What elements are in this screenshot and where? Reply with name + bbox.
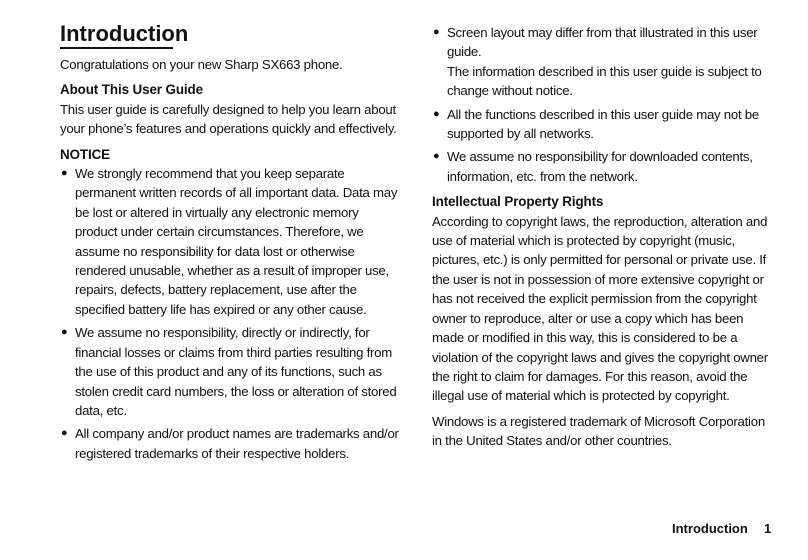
- ip-rights-text: According to copyright laws, the reproduction, alteration and use of material which is protected by copyright (music, pictures, etc.) is only permitted for personal or private use. If the user is not in possession of more extensive copyright or has not received the explicit permission from the copyright owner to reproduce, alter or use a copy which has been made or modified in this way, this is considered to be a violation of the copyright laws and gives the copyright owner the right to claim for damages. For this reason, avoid the illegal use of material which is protected by copyright.: [432, 213, 768, 404]
- notice-item-text: All company and/or product names are trademarks and/or registered trademarks of their respective holders.: [75, 426, 399, 461]
- notice-heading: NOTICE: [60, 146, 110, 162]
- list-item: [60, 164, 400, 319]
- notice-item-text: All the functions described in this user guide may not be supported by all networks.: [447, 106, 759, 142]
- notice-list: [60, 164, 400, 463]
- notice-item-extra-text: The information described in this user guide is subject to change without notice.: [447, 63, 762, 99]
- bullet-icon: ●: [61, 326, 68, 339]
- list-item: [432, 23, 772, 101]
- bullet-icon: ●: [61, 427, 68, 440]
- page-number: 1: [764, 521, 772, 536]
- list-item: [432, 105, 772, 144]
- about-guide-heading: About This User Guide: [60, 82, 203, 98]
- list-item: [432, 147, 772, 186]
- page-title: Introduction: [60, 21, 189, 46]
- notice-item-text: We assume no responsibility for downloaded contents, information, etc. from the network.: [447, 149, 753, 184]
- list-item: [60, 424, 400, 463]
- about-guide-text: This user guide is carefully designed to help you learn about your phone’s features and operations quickly and effectively.: [60, 101, 397, 137]
- bullet-icon: ●: [433, 107, 440, 120]
- notice-item-text: We strongly recommend that you keep separate permanent written records of all important data. Data may be lost or altered in virtually any electronic memory product under certain circumstances. Therefore, we assume no responsibility for data lost or otherwise rendered unusable, whether as a result of improper use, repairs, defects, battery replacement, use after the specified battery life has expired or any other cause.: [75, 166, 398, 317]
- footer-section-label: Introduction: [672, 521, 748, 536]
- title-underline: [60, 47, 173, 49]
- notice-item-text: Screen layout may differ from that illustrated in this user guide.: [447, 25, 758, 60]
- left-column: [60, 55, 400, 467]
- windows-trademark-text: Windows is a registered trademark of Microsoft Corporation in the United States and/or other countries.: [432, 413, 765, 449]
- list-item: [60, 323, 400, 420]
- intro-lead-text: Congratulations on your new Sharp SX663 phone.: [60, 57, 343, 72]
- bullet-icon: ●: [433, 150, 440, 163]
- notice-list-continued: [432, 23, 772, 186]
- right-column: [432, 23, 772, 451]
- notice-item-text: We assume no responsibility, directly or indirectly, for financial losses or claims from third parties resulting from the use of this product and any of its functions, such as stolen credit card numbers, the loss or alteration of stored data, etc.: [75, 325, 397, 418]
- bullet-icon: ●: [61, 167, 68, 180]
- ip-rights-heading: Intellectual Property Rights: [432, 194, 604, 210]
- bullet-icon: ●: [433, 26, 440, 38]
